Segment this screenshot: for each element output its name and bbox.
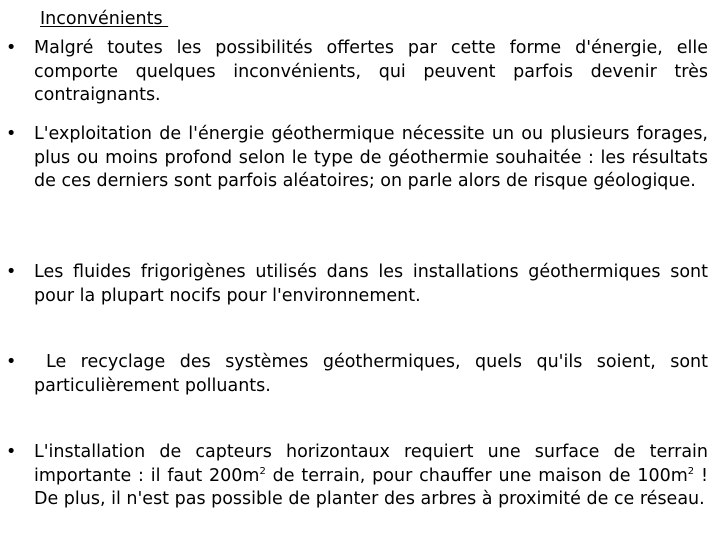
- bullet-text: Malgré toutes les possibilités offertes par cette forme d'énergie, elle comporte quelques inconvénients, qui peuvent parfois devenir très contraignants.: [34, 38, 708, 105]
- superscript: 2: [259, 465, 266, 477]
- bullet-icon: •: [6, 124, 17, 144]
- bullet-text: Les fluides frigorigènes utilisés dans les installations géothermiques sont pour la plupart nocifs pour l'environnement.: [34, 262, 708, 306]
- bullet-text-part: de terrain, pour chauffer une maison de 100m: [265, 465, 688, 486]
- bullet-text: [34, 441, 708, 512]
- bullet-icon: •: [6, 38, 17, 58]
- bullet-text: Le recyclage des systèmes géothermiques, quels qu'ils soient, sont particulièrement polluants.: [34, 352, 708, 396]
- superscript: 2: [687, 465, 695, 477]
- bullet-text: L'exploitation de l'énergie géothermique nécessite un ou plusieurs forages, plus ou moins profond selon le type de géothermie souhaitée : les résultats de ces derniers sont parfois aléatoires; on parle alors de risque géologique.: [34, 124, 708, 191]
- bullet-text-part: ! De plus, il n'est pas possible de planter des arbres à proximité de ce réseau.: [34, 465, 709, 509]
- bullet-icon: •: [6, 442, 17, 462]
- bullet-icon: •: [6, 352, 17, 372]
- bullet-text-part: L'installation de capteurs horizontaux requiert une surface de terrain importante : il faut 200m: [34, 442, 708, 486]
- bullet-icon: •: [6, 262, 17, 282]
- section-title: Inconvénients: [40, 9, 169, 29]
